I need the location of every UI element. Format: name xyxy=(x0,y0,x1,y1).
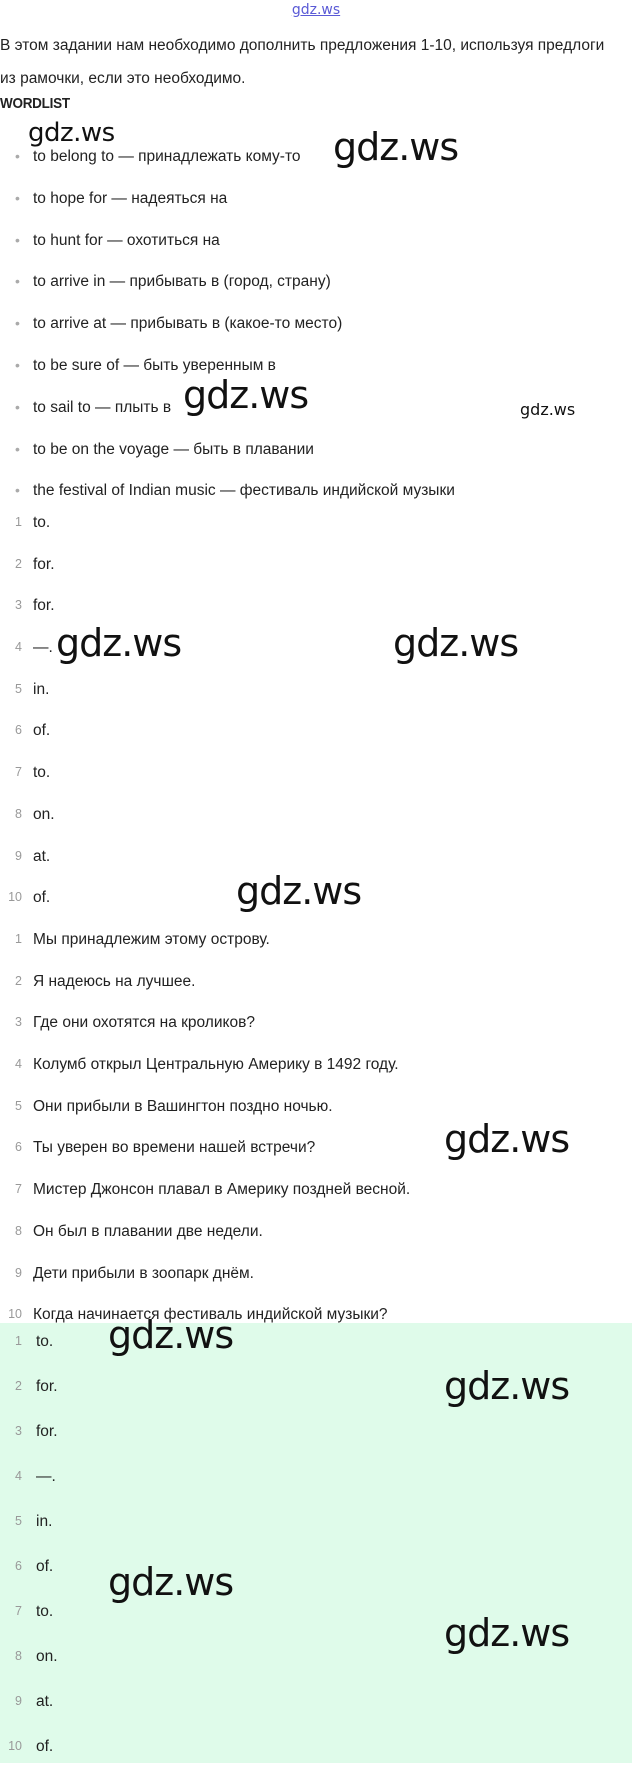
watermark: gdz.ws xyxy=(444,1364,570,1408)
wordlist-item: • to hope for — надеяться на xyxy=(0,178,620,220)
translation-item: 10 Когда начинается фестиваль индийской музыки? xyxy=(0,1294,632,1336)
wordlist-item: • to be sure of — быть уверенным в xyxy=(0,345,620,387)
item-number: 6 xyxy=(15,1140,22,1155)
answer-item: 2 for. xyxy=(0,544,632,586)
item-number: 9 xyxy=(15,1265,22,1280)
answer-item: 9 at. xyxy=(0,1679,632,1724)
item-number: 5 xyxy=(15,1098,22,1113)
wordlist-item: • to hunt for — охотиться на xyxy=(0,220,620,262)
wordlist-item: • the festival of Indian music — фестиваль индийской музыки xyxy=(0,470,620,512)
watermark: gdz.ws xyxy=(393,621,519,665)
item-number: 3 xyxy=(15,598,22,613)
bullet-icon: • xyxy=(15,273,20,290)
watermark: gdz.ws xyxy=(236,869,362,913)
answer-item: 4 —. xyxy=(0,627,632,669)
answer-item: 10 of. xyxy=(0,877,632,919)
watermark: gdz.ws xyxy=(183,373,309,417)
bullet-icon: • xyxy=(15,231,20,248)
wordlist xyxy=(0,136,620,512)
translation-item: 8 Он был в плавании две недели. xyxy=(0,1211,632,1253)
item-number: 5 xyxy=(15,1514,22,1528)
item-number: 6 xyxy=(15,1559,22,1573)
answer-item: 6 of. xyxy=(0,1544,632,1589)
translation-item: 2 Я надеюсь на лучшее. xyxy=(0,961,632,1003)
answer-item: 8 on. xyxy=(0,794,632,836)
item-number: 7 xyxy=(15,1182,22,1197)
item-number: 4 xyxy=(15,1469,22,1483)
watermark: gdz.ws xyxy=(108,1313,234,1357)
answer-item: 2 for. xyxy=(0,1364,632,1409)
wordlist-item: • to arrive in — прибывать в (город, страну) xyxy=(0,261,620,303)
answer-item: 6 of. xyxy=(0,710,632,752)
item-number: 8 xyxy=(15,1223,22,1238)
item-number: 6 xyxy=(15,723,22,738)
bullet-icon: • xyxy=(15,315,20,332)
item-number: 9 xyxy=(15,848,22,863)
answer-item: 9 at. xyxy=(0,836,632,878)
answer-item: 1 to. xyxy=(0,1319,632,1364)
item-number: 8 xyxy=(15,1649,22,1663)
item-number: 2 xyxy=(15,556,22,571)
translations-list xyxy=(0,919,632,1336)
intro-text: В этом задании нам необходимо дополнить предложения 1-10, используя предлоги из рамочки, если это необходимо. xyxy=(0,37,605,87)
translation-item: 7 Мистер Джонсон плавал в Америку поздней весной. xyxy=(0,1169,632,1211)
item-number: 7 xyxy=(15,765,22,780)
wordlist-item: • to be on the voyage — быть в плавании xyxy=(0,429,620,471)
item-number: 1 xyxy=(15,1334,22,1348)
bullet-icon: • xyxy=(15,482,20,499)
item-number: 8 xyxy=(15,806,22,821)
translation-item: 1 Мы принадлежим этому острову. xyxy=(0,919,632,961)
wordlist-item: • to arrive at — прибывать в (какое-то место) xyxy=(0,303,620,345)
watermark: gdz.ws xyxy=(108,1560,234,1604)
watermark: gdz.ws xyxy=(444,1117,570,1161)
watermark: gdz.ws xyxy=(333,125,459,169)
answer-item: 10 of. xyxy=(0,1724,632,1769)
item-number: 7 xyxy=(15,1604,22,1618)
answer-item: 3 for. xyxy=(0,585,632,627)
watermark: gdz.ws xyxy=(444,1611,570,1655)
item-number: 1 xyxy=(15,515,22,529)
bullet-icon: • xyxy=(15,189,20,206)
item-number: 10 xyxy=(8,1307,22,1322)
translation-item: 4 Колумб открыл Центральную Америку в 1492 году. xyxy=(0,1044,632,1086)
item-number: 3 xyxy=(15,1015,22,1030)
wordlist-heading: WORDLIST xyxy=(0,95,70,112)
translation-item: 5 Они прибыли в Вашингтон поздно ночью. xyxy=(0,1086,632,1128)
item-number: 9 xyxy=(15,1694,22,1708)
item-number: 2 xyxy=(15,973,22,988)
translation-item: 9 Дети прибыли в зоопарк днём. xyxy=(0,1253,632,1295)
watermark: gdz.ws xyxy=(28,118,115,148)
item-number: 1 xyxy=(15,932,22,946)
translation-item: 6 Ты уверен во времени нашей встречи? xyxy=(0,1127,632,1169)
highlighted-answers-list xyxy=(0,1319,632,1769)
wordlist-item: • to belong to — принадлежать кому-то xyxy=(0,136,620,178)
watermark: gdz.ws xyxy=(520,400,576,419)
item-number: 2 xyxy=(15,1379,22,1393)
answer-item: 4 —. xyxy=(0,1454,632,1499)
answer-item: 5 in. xyxy=(0,1499,632,1544)
answer-item: 1 to. xyxy=(0,502,632,544)
item-number: 10 xyxy=(8,890,22,905)
translation-item: 3 Где они охотятся на кроликов? xyxy=(0,1002,632,1044)
bullet-icon: • xyxy=(15,440,20,457)
item-number: 10 xyxy=(8,1739,22,1753)
answer-item: 3 for. xyxy=(0,1409,632,1454)
item-number: 5 xyxy=(15,681,22,696)
answer-item: 7 to. xyxy=(0,1589,632,1634)
answer-item: 7 to. xyxy=(0,752,632,794)
item-number: 3 xyxy=(15,1424,22,1438)
bullet-icon: • xyxy=(15,398,20,415)
site-link[interactable]: gdz.ws xyxy=(291,2,341,18)
watermark: gdz.ws xyxy=(56,621,182,665)
item-number: 4 xyxy=(15,1057,22,1072)
answer-item: 5 in. xyxy=(0,669,632,711)
answer-item: 8 on. xyxy=(0,1634,632,1679)
bullet-icon: • xyxy=(15,148,20,164)
wordlist-item: • to sail to — плыть в xyxy=(0,387,620,429)
item-number: 4 xyxy=(15,640,22,655)
bullet-icon: • xyxy=(15,356,20,373)
answers-list xyxy=(0,502,632,919)
